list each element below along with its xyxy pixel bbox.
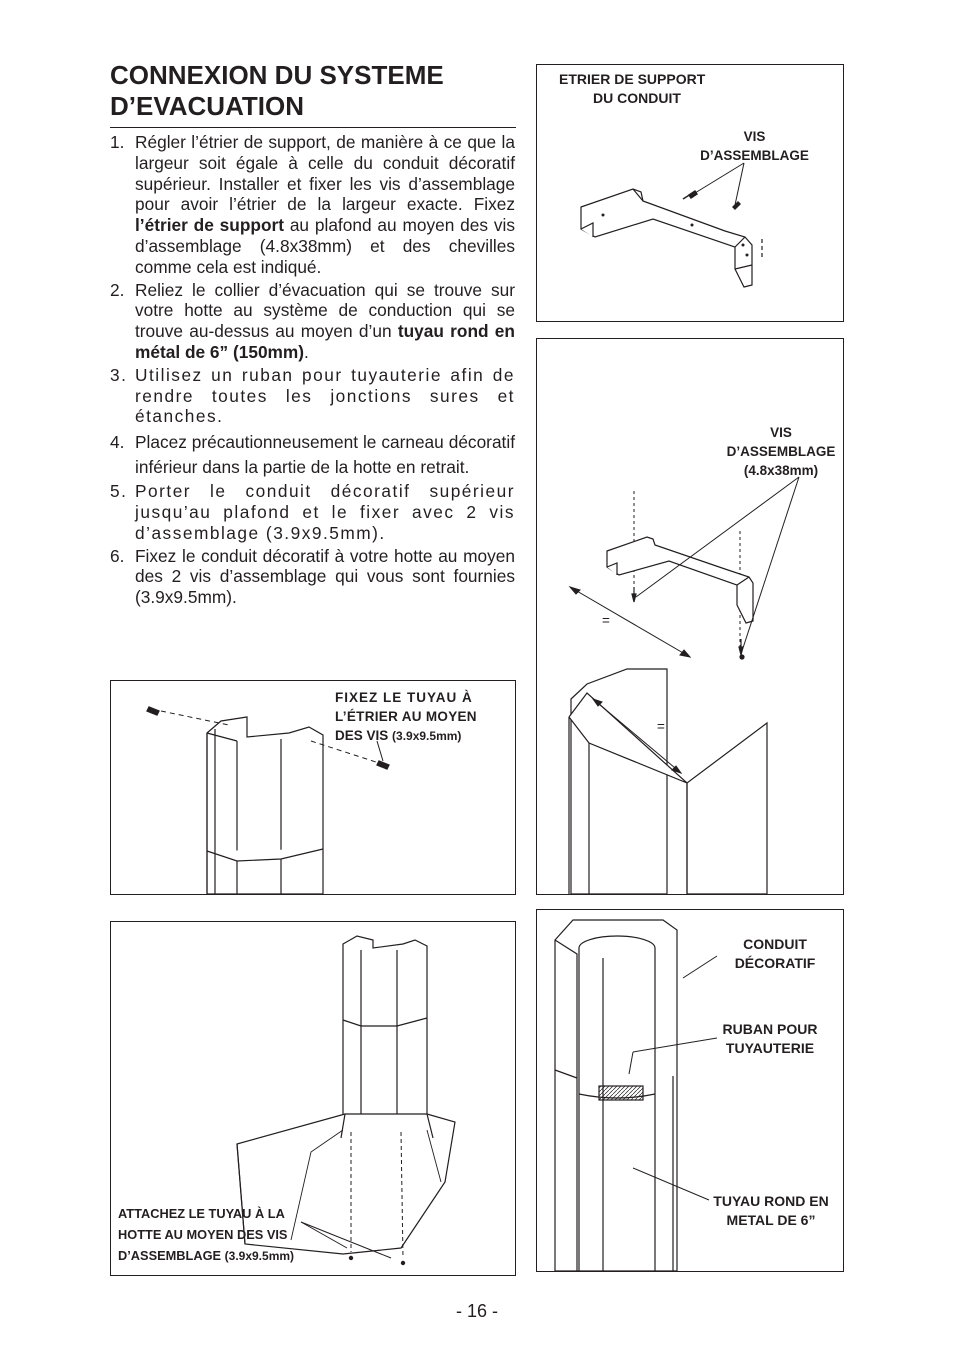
figure-pipe-duct: [536, 909, 844, 1272]
decorative-duct-label-line-1: CONDUIT: [743, 936, 807, 952]
duct-tape-label-line-2: TUYAUTERIE: [725, 1040, 815, 1056]
step-text: Placez précautionneusement le carneau décoratif inférieur dans la partie de la hotte en retrait.: [135, 432, 515, 477]
step-text-bold: l’étrier de support: [135, 215, 284, 236]
figure-bracket: [536, 64, 844, 322]
step-text: Utilisez un ruban pour tuyauterie afin de rendre toutes les jonctions sures et étanches.: [135, 364, 515, 427]
hood-note-line-3: D’ASSEMBLAGE: [118, 1248, 225, 1263]
metal-pipe-label-line-2: METAL DE 6”: [726, 1212, 816, 1228]
step-1: [110, 132, 515, 278]
decorative-duct-label-line-2: DÉCORATIF: [734, 955, 816, 971]
ceiling-screws-label-line-1: VIS: [770, 425, 792, 440]
figure-ceiling-bracket: [536, 338, 844, 895]
figure-upper-duct: [110, 680, 516, 895]
hood-note: [118, 1203, 294, 1267]
step-number: 4.: [110, 432, 125, 453]
bracket-title: [559, 70, 705, 108]
step-number: 6.: [110, 545, 125, 566]
upper-duct-note-line-3: DES VIS: [335, 728, 393, 743]
section-title-line-1: CONNEXION DU SYSTEME: [110, 60, 444, 90]
screws-label: [677, 127, 832, 165]
figure-hood-assembly: [110, 921, 516, 1276]
duct-tape-label-line-1: RUBAN POUR: [722, 1021, 818, 1037]
hood-note-size: (3.9x9.5mm): [224, 1249, 295, 1263]
page-number: - 16 -: [455, 1301, 498, 1321]
metal-pipe-label: [703, 1192, 839, 1230]
step-text: Porter le conduit décoratif supérieur jusqu’au plafond et le fixer avec 2 vis d’assemblage (3.9x9.5mm).: [135, 481, 515, 543]
step-text: au plafond au moyen des vis d’assemblage (4.8x38mm) et des chevilles comme cela est indiqué.: [135, 215, 515, 277]
step-number: 1.: [110, 132, 125, 152]
bracket-title-line-2: DU CONDUIT: [593, 90, 681, 106]
equal-width-marker: =: [657, 719, 665, 734]
section-title: [110, 60, 516, 122]
step-text: .: [304, 341, 309, 362]
section-title-line-2: D’EVACUATION: [110, 91, 305, 121]
instruction-steps: [110, 132, 515, 608]
screws-label-line-1: VIS: [743, 129, 766, 144]
screws-label-line-2: D’ASSEMBLAGE: [700, 148, 809, 163]
upper-duct-note-line-1: FIXEZ LE TUYAU À: [335, 690, 473, 705]
step-number: 5.: [110, 481, 128, 502]
hood-note-line-1: ATTACHEZ LE TUYAU À LA: [118, 1206, 285, 1221]
step-number: 3.: [110, 364, 128, 385]
ceiling-screws-label-line-2: D’ASSEMBLAGE: [726, 444, 836, 459]
bracket-title-line-1: ETRIER DE SUPPORT: [559, 71, 706, 87]
step-5: [110, 481, 515, 543]
duct-tape-label: [697, 1020, 843, 1058]
step-4: [110, 430, 515, 479]
upper-duct-note-size: (3.9x9.5mm): [392, 729, 462, 743]
step-text-bold: tuyau rond en métal de 6” (150mm): [135, 321, 515, 362]
equal-width-marker: =: [602, 613, 610, 628]
step-6: [110, 546, 515, 608]
decorative-duct-label: [715, 935, 835, 973]
ceiling-screws-label-line-3: (4.8x38mm): [743, 463, 819, 478]
step-number: 2.: [110, 279, 125, 300]
step-2: [110, 280, 515, 363]
hood-note-line-2: HOTTE AU MOYEN DES VIS: [118, 1227, 288, 1242]
step-text: Régler l’étrier de support, de manière à ce que la largeur soit égale à celle du conduit décoratif supérieur. Installer et fixer les vis d’assemblage pour avoir l’étrier de la largeur exacte. Fixez: [135, 132, 515, 215]
step-text: Reliez le collier d’évacuation qui se trouve sur votre hotte au système de conduction qui se trouve au-dessus au moyen d’un: [135, 279, 515, 342]
step-3: [110, 365, 515, 427]
metal-pipe-label-line-1: TUYAU ROND EN: [713, 1193, 829, 1209]
upper-duct-note: [335, 688, 507, 746]
step-text: Fixez le conduit décoratif à votre hotte au moyen des 2 vis d’assemblage qui vous sont fournies (3.9x9.5mm).: [135, 545, 515, 608]
title-underline: [110, 127, 516, 128]
upper-duct-note-line-2: L’ÉTRIER AU MOYEN: [335, 709, 477, 724]
ceiling-screws-label: [697, 423, 865, 480]
